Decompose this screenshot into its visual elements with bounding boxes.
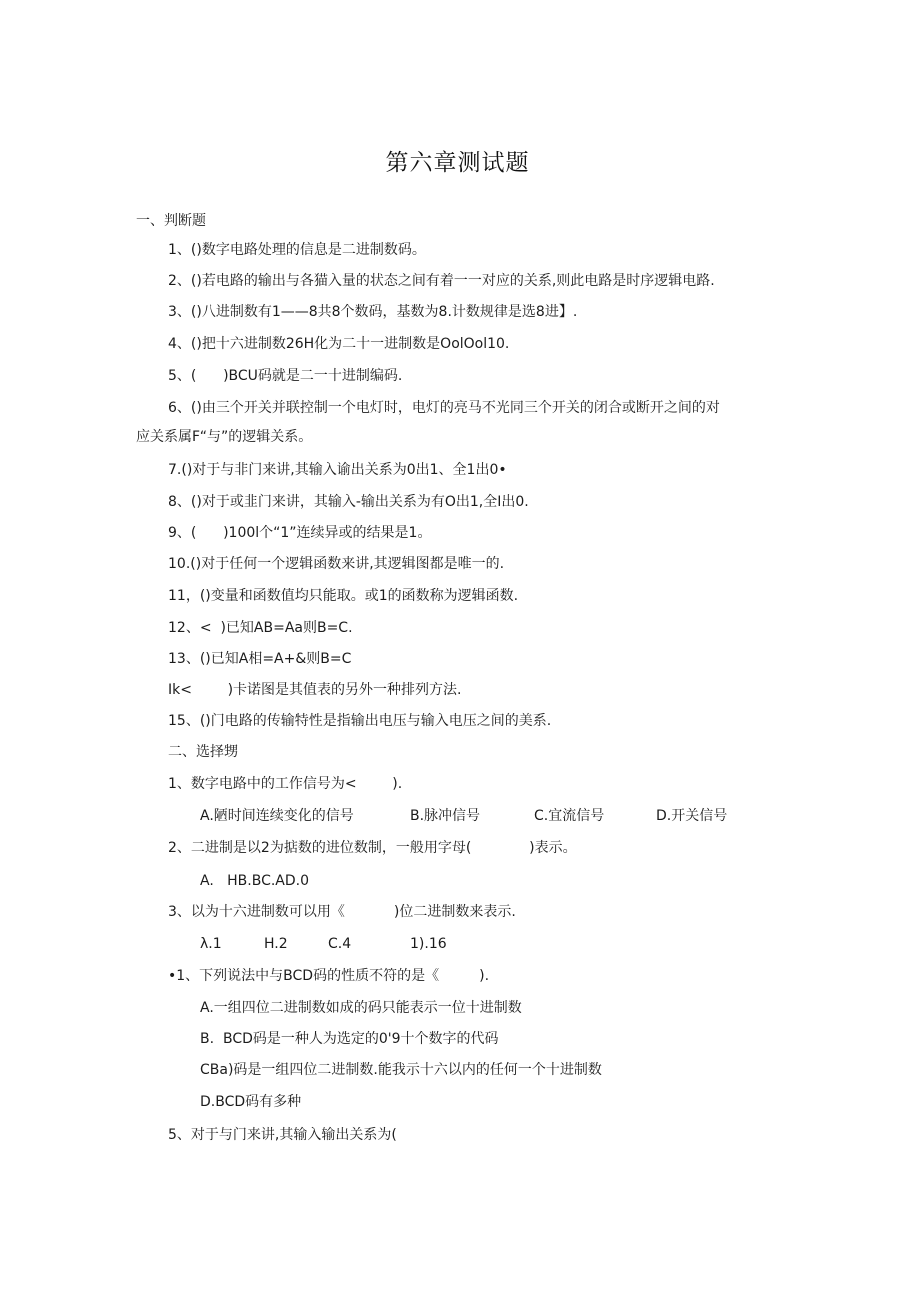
choice-option: A.一组四位二进制数如成的码只能表示一位十进制数 xyxy=(200,1000,522,1016)
choice-options: A. HB.BC.AD.0 xyxy=(200,873,310,889)
choice-question-stem: 5、对于与门来讲,其输入输出关系为( xyxy=(168,1127,397,1143)
judgement-item: 2、()若电路的输出与各猫入量的状态之间有着一一对应的关系,则此电路是时序逻辑电路. xyxy=(168,273,715,289)
choice-question-stem: •1、下列说法中与BCD码的性质不符的是《 ). xyxy=(168,968,490,984)
judgement-item: 15、()门电路的传输特性是指输出电压与输入电压之间的美系. xyxy=(168,713,552,729)
choice-option: B. BCD码是一种人为选定的0'9十个数字的代码 xyxy=(200,1031,499,1047)
choice-options xyxy=(200,934,460,954)
choice-option: λ.1 xyxy=(200,936,222,952)
choice-option: B.脉冲信号 xyxy=(410,808,481,824)
judgement-item: 12、< )已知AB=Aa则B=C. xyxy=(168,620,353,636)
choice-option: C.4 xyxy=(328,936,352,952)
judgement-item: 7.()对于与非门来讲,其输入谕出关系为0出1、全1出0• xyxy=(168,462,507,478)
choice-option: 1).16 xyxy=(410,936,447,952)
choice-question-stem: 2、二进制是以2为掂数的进位数制，一般用字母( )表示。 xyxy=(168,840,577,856)
judgement-item: 1、()数字电路处理的信息是二进制数码。 xyxy=(168,242,426,258)
choice-options xyxy=(200,806,760,826)
judgement-item-continuation: 应关系属F“与”的逻辑关系。 xyxy=(136,429,313,445)
choice-option: D.BCD码有多种 xyxy=(200,1094,302,1110)
judgement-item: 9、( )100l个“1”连续异或的结果是1。 xyxy=(168,525,432,541)
choice-question-stem: 3、以为十六进制数可以用《 )位二进制数来表示. xyxy=(168,904,516,920)
choice-question-stem: 1、数字电路中的工作信号为< ). xyxy=(168,776,403,792)
choice-option: A.陋时间连续变化的信号 xyxy=(200,808,354,824)
judgement-item: 8、()对于或韭门来讲，其输入-输出关系为有O出1,全I出0. xyxy=(168,494,529,510)
judgement-item: 3、()八进制数有1——8共8个数码，基数为8.计数规律是选8进】. xyxy=(168,304,578,320)
choice-option: D.开关信号 xyxy=(656,808,728,824)
page-title: 第六章测试题 xyxy=(385,150,530,176)
judgement-item: 4、()把十六进制数26H化为二十一进制数是OolOol10. xyxy=(168,336,510,352)
judgement-item: 5、( )BCU码就是二一十进制编码. xyxy=(168,368,403,384)
choice-option: C.宜流信号 xyxy=(534,808,605,824)
choice-option: H.2 xyxy=(264,936,288,952)
choice-option: CBa)码是一组四位二进制数.能我示十六以内的任何一个十进制数 xyxy=(200,1062,602,1078)
section-heading-choice: 二、选择甥 xyxy=(168,744,238,760)
judgement-item: 13、()已知A相=A+&则B=C xyxy=(168,651,352,667)
judgement-item: Ik< )卡诺图是其值表的另外一种排列方法. xyxy=(168,682,462,698)
judgement-item: 11，()变量和函数值均只能取。或1的函数称为逻辑函数. xyxy=(168,588,519,604)
judgement-item: 6、()由三个开关并联控制一个电灯时，电灯的亮马不光同三个开关的闭合或断开之间的对 xyxy=(168,400,720,416)
section-heading-judgement: 一、判断题 xyxy=(136,213,206,229)
judgement-item: 10.()对于任何一个逻辑函数来讲,其逻辑图都是唯一的. xyxy=(168,556,505,572)
